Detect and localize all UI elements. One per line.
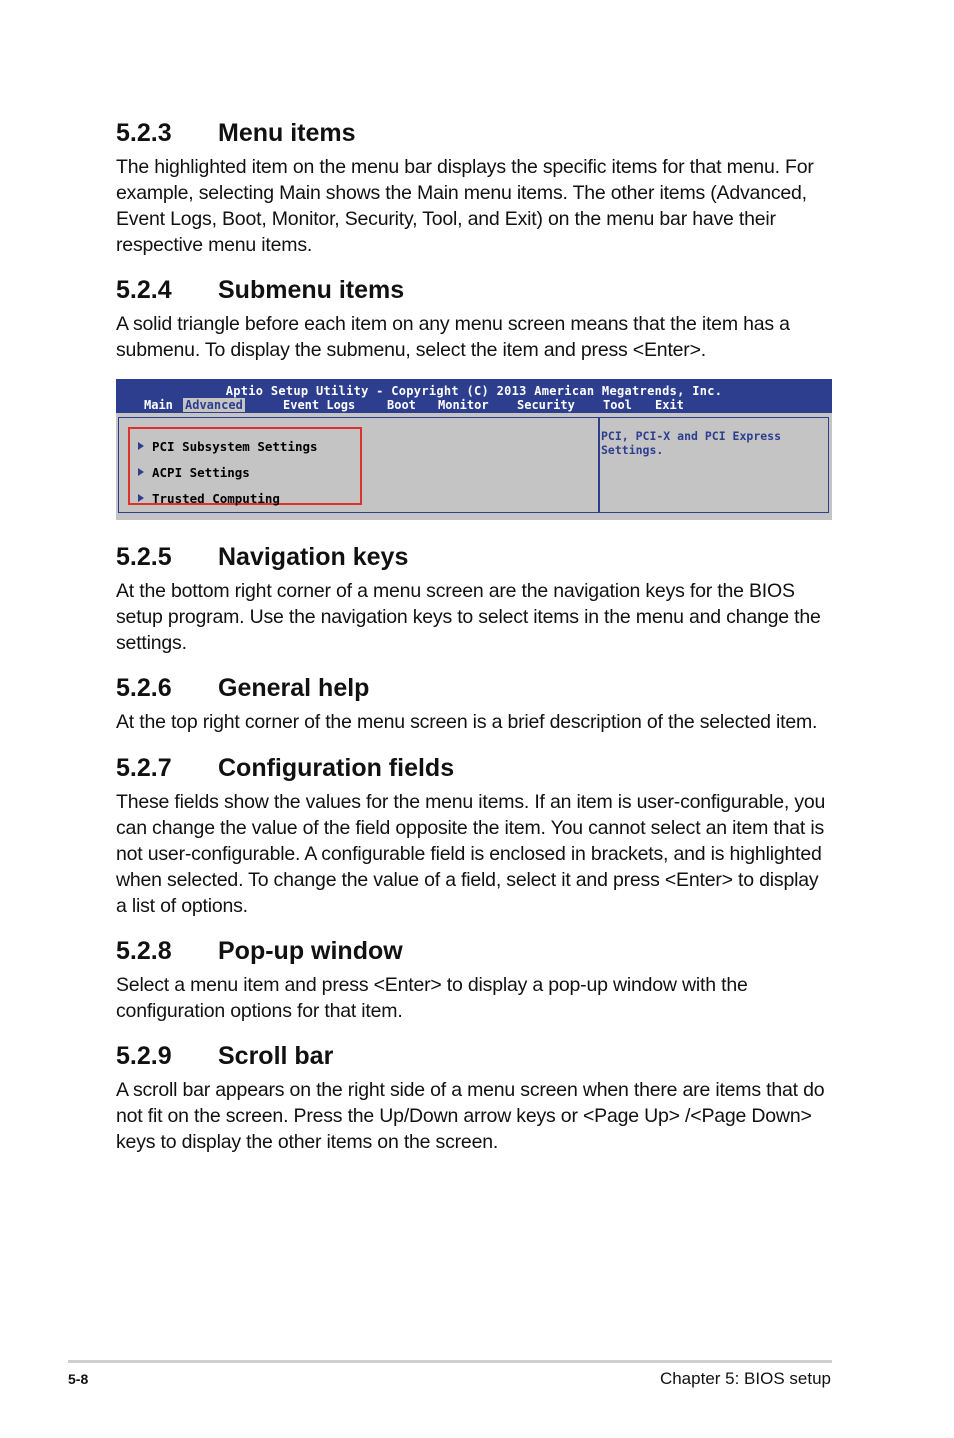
section-scroll-bar — [116, 1041, 832, 1155]
section-body: A scroll bar appears on the right side of a menu screen when there are items that do not fit on the screen. Press the Up/Down arrow keys or <Page Up> /<Page Down> keys to display the other items on the screen. — [116, 1079, 825, 1153]
section-title: Menu items — [218, 119, 356, 147]
bios-header — [116, 379, 832, 413]
triangle-icon — [138, 494, 144, 502]
section-heading — [116, 118, 832, 148]
section-number: 5.2.7 — [116, 754, 172, 782]
section-body: Select a menu item and press <Enter> to display a pop-up window with the configuration options for that item. — [116, 974, 748, 1022]
section-body: These fields show the values for the menu items. If an item is user-configurable, you can change the value of the field opposite the item. You cannot select an item that is not user-configurable. A configurable field is enclosed in brackets, and is highlighted when selected. To change the value of a field, select it and press <Enter> to display a list of options. — [116, 791, 826, 917]
section-title: Scroll bar — [218, 1042, 334, 1070]
bios-menu-advanced[interactable]: Advanced — [185, 398, 243, 412]
bios-menu-boot[interactable]: Boot — [387, 398, 416, 412]
bios-submenu-item[interactable] — [138, 465, 250, 480]
section-body: At the top right corner of the menu screen is a brief description of the selected item. — [116, 711, 818, 733]
section-number: 5.2.3 — [116, 119, 172, 147]
bios-submenu-item[interactable] — [138, 439, 318, 454]
bios-item-label: PCI Subsystem Settings — [152, 439, 318, 454]
section-title: Submenu items — [218, 276, 405, 304]
section-heading — [116, 275, 832, 305]
section-submenu-items — [116, 275, 832, 363]
bios-menu-exit[interactable]: Exit — [655, 398, 684, 412]
section-menu-items — [116, 118, 832, 258]
section-configuration-fields — [116, 753, 832, 919]
section-number: 5.2.5 — [116, 543, 172, 571]
bios-screenshot — [116, 379, 832, 520]
footer-divider — [68, 1360, 832, 1363]
bios-menu-security[interactable]: Security — [517, 398, 575, 412]
bios-item-label: Trusted Computing — [152, 491, 280, 506]
section-general-help — [116, 673, 832, 735]
bios-help-text: PCI, PCI-X and PCI Express Settings. — [601, 429, 782, 457]
triangle-icon — [138, 442, 144, 450]
section-popup-window — [116, 936, 832, 1024]
bios-menu-event-logs[interactable]: Event Logs — [283, 398, 356, 412]
bios-submenu-list — [128, 427, 362, 505]
section-heading — [116, 542, 832, 572]
section-title: Configuration fields — [218, 754, 455, 782]
bios-body — [118, 417, 829, 513]
section-heading — [116, 1041, 832, 1071]
bios-menu-bar — [116, 398, 832, 412]
section-number: 5.2.8 — [116, 937, 172, 965]
section-heading — [116, 673, 832, 703]
section-body: A solid triangle before each item on any menu screen means that the item has a submenu. To display the submenu, select the item and press <Enter>. — [116, 313, 790, 361]
bios-title: Aptio Setup Utility - Copyright (C) 2013 American Megatrends, Inc. — [225, 384, 723, 398]
section-body: At the bottom right corner of a menu screen are the navigation keys for the BIOS setup program. Use the navigation keys to select items in the menu and change the settings. — [116, 580, 821, 654]
section-title: Navigation keys — [218, 543, 409, 571]
section-body: The highlighted item on the menu bar displays the specific items for that menu. For example, selecting Main shows the Main menu items. The other items (Advanced, Event Logs, Boot, Monitor, Security, Tool, and Exit) on the menu bar have their respective menu items. — [116, 156, 814, 256]
triangle-icon — [138, 468, 144, 476]
bios-menu-tool[interactable]: Tool — [603, 398, 632, 412]
bios-item-label: ACPI Settings — [152, 465, 250, 480]
section-number: 5.2.6 — [116, 674, 172, 702]
section-navigation-keys — [116, 542, 832, 656]
section-number: 5.2.9 — [116, 1042, 172, 1070]
section-title: General help — [218, 674, 370, 702]
bios-menu-main[interactable]: Main — [144, 398, 173, 412]
chapter-label: Chapter 5: BIOS setup — [659, 1369, 831, 1388]
section-number: 5.2.4 — [116, 276, 172, 304]
page-number: 5-8 — [68, 1371, 89, 1387]
section-heading — [116, 936, 832, 966]
bios-submenu-item[interactable] — [138, 491, 280, 506]
section-title: Pop-up window — [218, 937, 403, 965]
bios-divider — [598, 418, 600, 512]
bios-menu-monitor[interactable]: Monitor — [438, 398, 489, 412]
section-heading — [116, 753, 832, 783]
